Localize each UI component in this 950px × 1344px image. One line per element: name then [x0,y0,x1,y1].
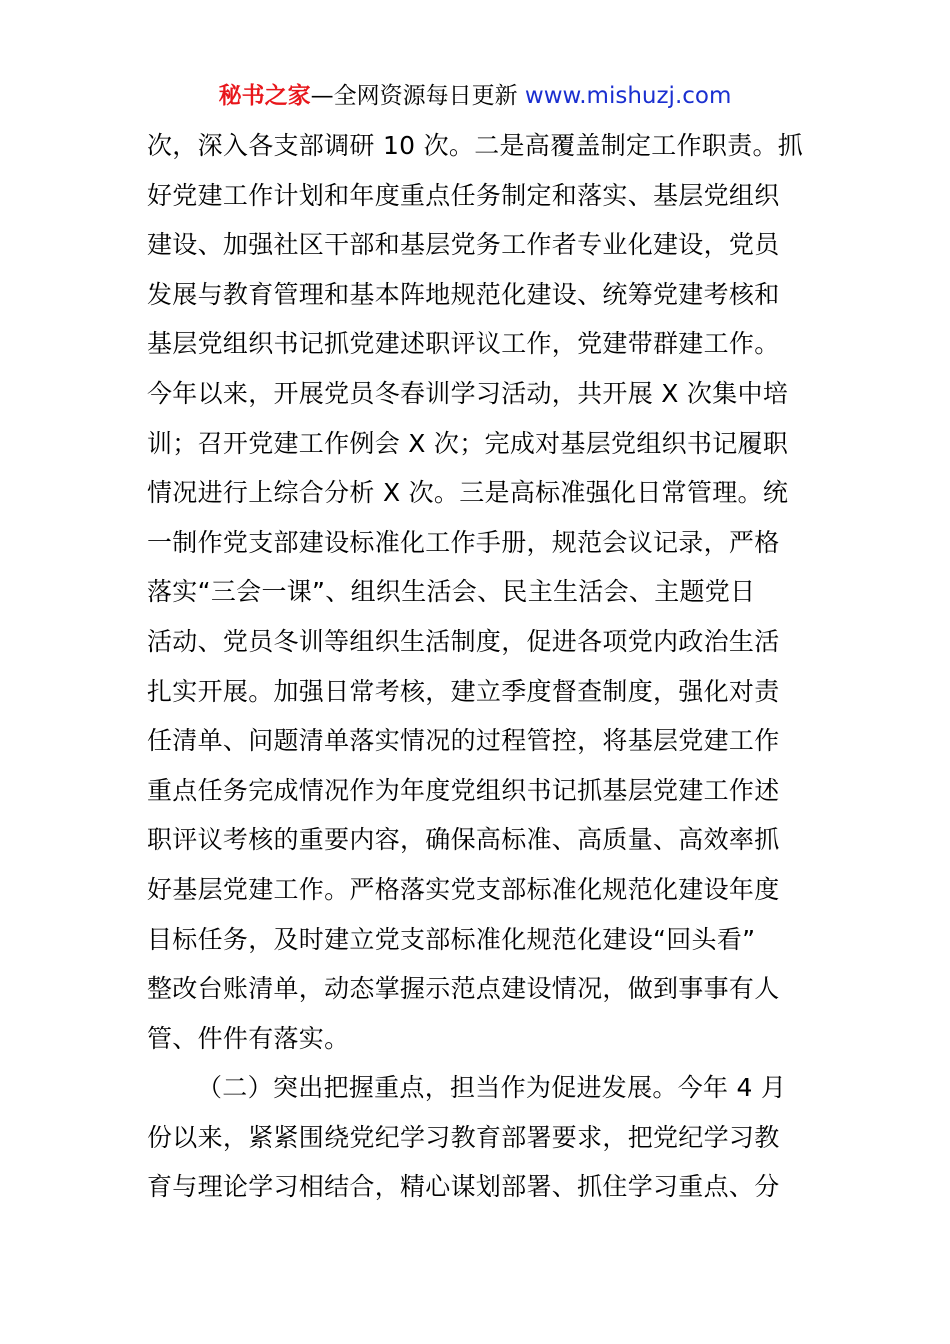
site-url-link[interactable]: www.mishuzj.com [524,83,732,109]
text-line: 目标任务，及时建立党支部标准化规范化建设“回头看” [147,924,756,954]
text-line: 基层党组织书记抓党建述职评议工作，党建带群建工作。 [147,329,780,359]
text-line: 好党建工作计划和年度重点任务制定和落实、基层党组织 [147,180,780,210]
text-line: 管、件件有落实。 [147,1023,350,1053]
text-line: 扎实开展。加强日常考核，建立季度督查制度，强化对责 [147,676,780,706]
document-body [147,121,817,1212]
text-line: 好基层党建工作。严格落实党支部标准化规范化建设年度 [147,874,780,904]
section-heading-line: （二）突出把握重点，担当作为促进发展。今年 4 月 [197,1073,787,1103]
text-line: 重点任务完成情况作为年度党组织书记抓基层党建工作述 [147,775,780,805]
text-line: 份以来，紧紧围绕党纪学习教育部署要求，把党纪学习教 [147,1122,780,1152]
site-tagline: —全网资源每日更新 [310,83,525,109]
text-line: 训；召开党建工作例会 X 次；完成对基层党组织书记履职 [147,428,789,458]
text-line: 一制作党支部建设标准化工作手册，规范会议记录，严格 [147,527,780,557]
text-line: 今年以来，开展党员冬春训学习活动，共开展 X 次集中培 [147,378,789,408]
text-line: 发展与教育管理和基本阵地规范化建设、统筹党建考核和 [147,279,780,309]
text-line: 职评议考核的重要内容，确保高标准、高质量、高效率抓 [147,825,780,855]
site-brand: 秘书之家 [218,83,311,109]
text-line: 建设、加强社区干部和基层党务工作者专业化建设，党员 [147,230,780,260]
text-line: 整改台账清单，动态掌握示范点建设情况，做到事事有人 [147,974,780,1004]
text-line: 活动、党员冬训等组织生活制度，促进各项党内政治生活 [147,626,780,656]
text-line: 任清单、问题清单落实情况的过程管控，将基层党建工作 [147,726,780,756]
site-header [0,80,950,112]
text-line: 落实“三会一课”、组织生活会、民主生活会、主题党日 [147,577,756,607]
text-line: 次，深入各支部调研 10 次。二是高覆盖制定工作职责。抓 [147,131,804,160]
text-line: 育与理论学习相结合，精心谋划部署、抓住学习重点、分 [147,1172,780,1202]
text-line: 情况进行上综合分析 X 次。三是高标准强化日常管理。统 [147,478,789,508]
